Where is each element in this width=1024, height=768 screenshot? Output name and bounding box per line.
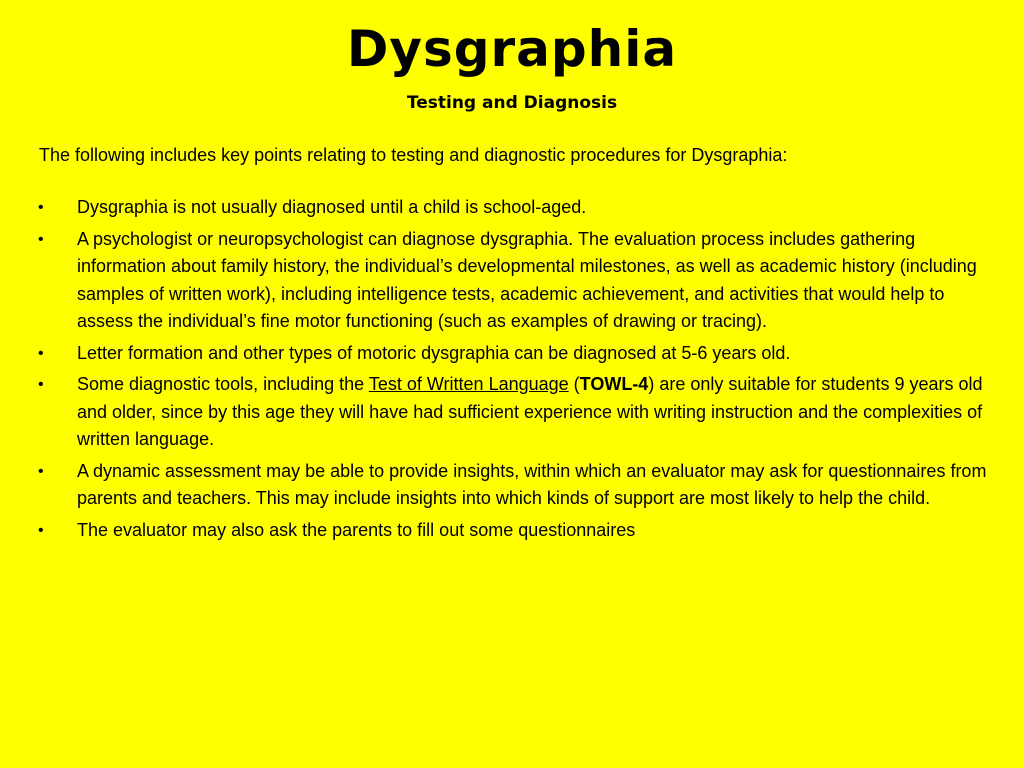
- bullet-item: [0, 458, 987, 513]
- slide-title: Dysgraphia: [346, 20, 678, 78]
- bullet-item: [0, 340, 987, 368]
- bullet-item: [0, 194, 987, 222]
- bullet-list: [0, 194, 1024, 548]
- intro-text: The following includes key points relating to testing and diagnostic procedures for Dysgraphia:: [39, 145, 788, 165]
- bullet-text-end: ) are only suitable for students 9 years old and older, since by this age they will have had sufficient experience with writing instruction and the complexities of written language.: [77, 374, 983, 449]
- bullet-icon: •: [38, 230, 44, 248]
- bullet-text: A dynamic assessment may be able to provide insights, within which an evaluator may ask for questionnaires from parents and teachers. This may include insights into which kinds of support are most likely to help the child.: [77, 460, 987, 508]
- bullet-icon: •: [38, 376, 44, 393]
- bullet-item: [0, 517, 987, 545]
- bullet-icon: •: [38, 199, 44, 216]
- bullet-text-start: Some diagnostic tools, including the: [77, 374, 369, 394]
- slide-subtitle: Testing and Diagnosis: [406, 93, 618, 113]
- towl-abbreviation: TOWL-4: [579, 374, 649, 394]
- bullet-text: The evaluator may also ask the parents to fill out some questionnaires: [77, 519, 636, 540]
- bullet-icon: •: [38, 462, 44, 480]
- bullet-text: Dysgraphia is not usually diagnosed until a child is school-aged.: [77, 197, 587, 217]
- bullet-icon: •: [38, 521, 44, 539]
- bullet-text: Letter formation and other types of motoric dysgraphia can be diagnosed at 5-6 years old.: [77, 342, 791, 363]
- bullet-item: [0, 371, 987, 454]
- bullet-text: A psychologist or neuropsychologist can diagnose dysgraphia. The evaluation process includes gathering information about family history, the individual’s developmental milestones, as well as academic history (including samples of written work), including intelligence tests, academic achievement, and activities that would help to assess the individual’s fine motor functioning (such as examples of drawing or tracing).: [77, 228, 977, 331]
- towl-link[interactable]: Test of Written Language: [368, 374, 569, 394]
- bullet-icon: •: [38, 344, 44, 362]
- bullet-item: [0, 226, 987, 336]
- bullet-text-mid: (: [568, 374, 580, 394]
